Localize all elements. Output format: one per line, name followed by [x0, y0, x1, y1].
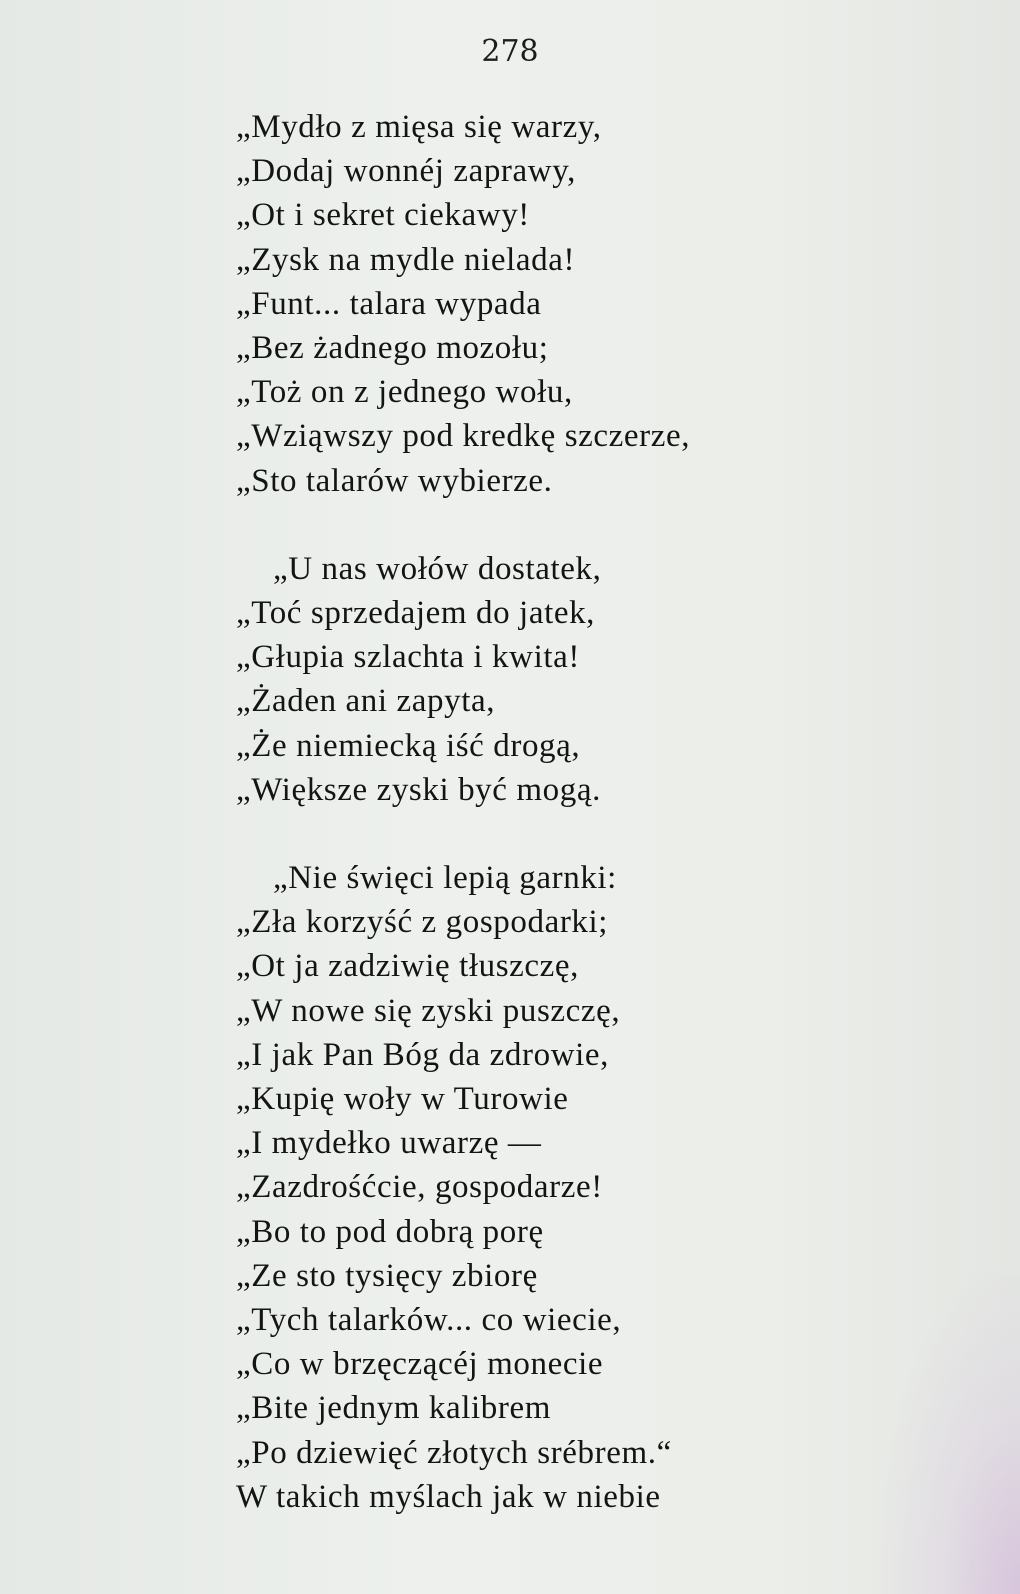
poem-line: „I jak Pan Bóg da zdrowie,: [236, 1036, 609, 1073]
poem-line: „Co w brzęczącéj monecie: [236, 1346, 604, 1383]
poem-line: „Nie święci lepią garnki:: [273, 860, 617, 897]
poem-line: „Tych talarków... co wiecie,: [236, 1302, 622, 1339]
poem-text: [236, 105, 690, 1519]
page-number: 278: [481, 34, 539, 69]
poem-line: „Większe zyski być mogą.: [236, 771, 601, 808]
poem-line: „Mydło z mięsa się warzy,: [236, 109, 602, 145]
poem-line: „Sto talarów wybierze.: [236, 462, 553, 499]
poem-line: „U nas wołów dostatek,: [273, 550, 602, 587]
poem-line: „Żaden ani zapyta,: [236, 683, 496, 720]
poem-line: „Bez żadnego mozołu;: [236, 330, 549, 367]
poem-line: „Po dziewięć złotych srébrem.“: [236, 1434, 672, 1471]
stanza-2: [236, 547, 690, 812]
poem-line: „Głupia szlachta i kwita!: [236, 639, 580, 676]
poem-line: „W nowe się zyski puszczę,: [236, 992, 621, 1029]
poem-line: „Bite jednym kalibrem: [236, 1390, 552, 1427]
poem-line: „Ot i sekret ciekawy!: [236, 197, 530, 234]
poem-line: „Że niemiecką iść drogą,: [236, 727, 581, 764]
poem-line: „I mydełko uwarzę —: [236, 1125, 542, 1162]
poem-line: „Toż on z jednego wołu,: [236, 374, 573, 411]
page-stain: [880, 1274, 1020, 1594]
poem-line: „Ze sto tysięcy zbiorę: [236, 1257, 538, 1294]
poem-line: „Zysk na mydle nielada!: [236, 241, 576, 278]
poem-line: „Wziąwszy pod kredkę szczerze,: [236, 418, 691, 455]
poem-line: „Zazdrośćcie, gospodarze!: [236, 1169, 603, 1206]
poem-line: „Ot ja zadziwię tłuszczę,: [236, 948, 579, 985]
poem-line: „Toć sprzedajem do jatek,: [236, 595, 596, 632]
poem-line: „Zła korzyść z gospodarki;: [236, 904, 609, 941]
stanza-3: [236, 856, 690, 1519]
poem-line: W takich myślach jak w niebie: [236, 1478, 661, 1515]
poem-line: „Funt... talara wypada: [236, 285, 542, 322]
poem-line: „Bo to pod dobrą porę: [236, 1213, 544, 1250]
poem-line: „Kupię woły w Turowie: [236, 1081, 569, 1118]
poem-line: „Dodaj wonnéj zaprawy,: [236, 153, 577, 190]
stanza-1: [236, 105, 690, 503]
